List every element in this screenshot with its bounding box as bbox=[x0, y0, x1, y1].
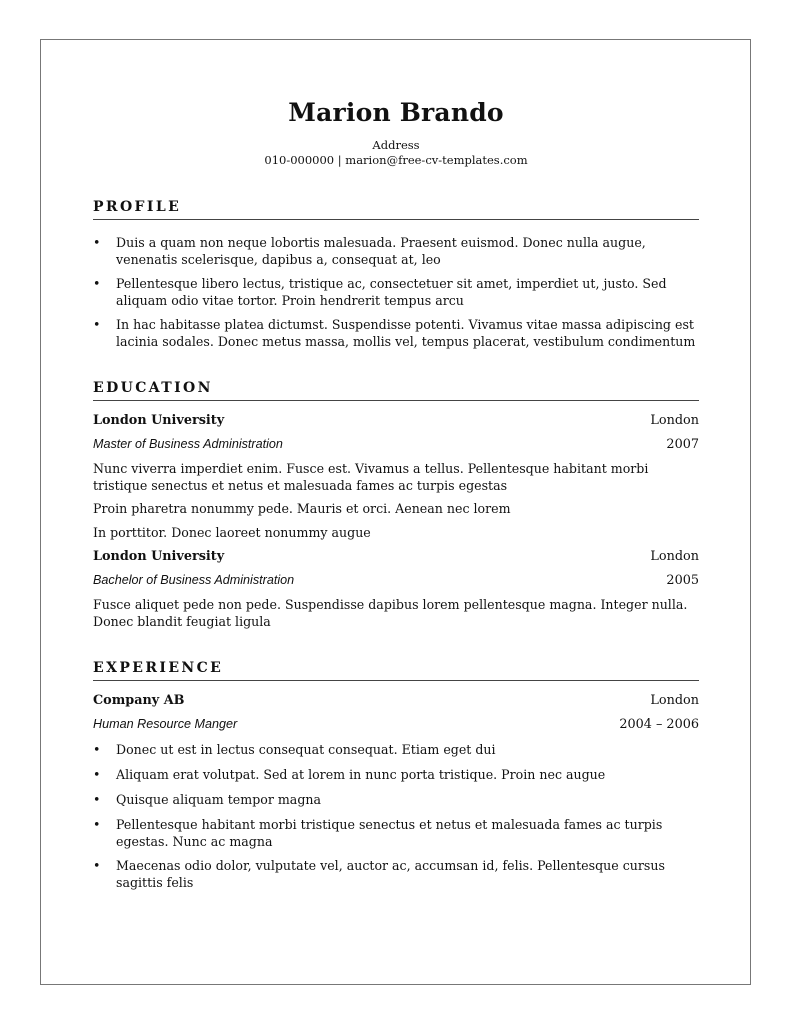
experience-entry-header bbox=[93, 692, 699, 709]
school-name: London University bbox=[93, 549, 225, 564]
education-entry-1-degree-row bbox=[93, 436, 699, 453]
education-description: Nunc viverra imperdiet enim. Fusce est. Vivamus a tellus. Pellentesque habitant morbi tristique senectus et netus et malesuada fames ac turpis egestas bbox=[93, 461, 649, 493]
profile-bullet: • In hac habitasse platea dictumst. Suspendisse potenti. Vivamus vitae massa adipiscing est lacinia sodales. Donec metus massa, mollis vel, tempus placerat, vestibulum condimentum bbox=[93, 316, 699, 350]
job-title: Human Resource Manger bbox=[93, 717, 238, 731]
profile-bullet: • Pellentesque libero lectus, tristique ac, consectetuer sit amet, imperdiet ut, justo. Sed aliquam odio vitae tortor. Proin hendrerit tempus arcu bbox=[93, 275, 699, 309]
experience-bullet: • Donec ut est in lectus consequat consequat. Etiam eget dui bbox=[93, 741, 699, 758]
degree-year: 2007 bbox=[666, 437, 699, 452]
profile-list bbox=[93, 234, 699, 350]
education-entry-2-degree-row bbox=[93, 572, 699, 589]
education-description: Proin pharetra nonummy pede. Mauris et orci. Aenean nec lorem bbox=[93, 501, 511, 516]
education-description: In porttitor. Donec laoreet nonummy augue bbox=[93, 525, 371, 540]
experience-bullet: • Quisque aliquam tempor magna bbox=[93, 791, 699, 808]
education-entry-2-header bbox=[93, 548, 699, 565]
experience-list bbox=[93, 741, 699, 891]
profile-heading: PROFILE bbox=[93, 199, 699, 220]
education-entry-1-header bbox=[93, 412, 699, 429]
degree-year: 2005 bbox=[666, 573, 699, 588]
experience-bullet: • Pellentesque habitant morbi tristique senectus et netus et malesuada fames ac turpis egestas. Nunc ac magna bbox=[93, 816, 699, 850]
resume-contact: 010-000000 | marion@free-cv-templates.com bbox=[264, 153, 528, 167]
job-dates: 2004 – 2006 bbox=[619, 717, 699, 732]
school-name: London University bbox=[93, 413, 225, 428]
education-heading: EDUCATION bbox=[93, 380, 699, 401]
school-location: London bbox=[650, 413, 699, 428]
school-location: London bbox=[650, 549, 699, 564]
degree-title: Bachelor of Business Administration bbox=[93, 573, 295, 587]
experience-bullet: • Aliquam erat volutpat. Sed at lorem in nunc porta tristique. Proin nec augue bbox=[93, 766, 699, 783]
profile-bullet: • Duis a quam non neque lobortis malesuada. Praesent euismod. Donec nulla augue, venenatis scelerisque, dapibus a, consequat at, leo bbox=[93, 234, 699, 268]
experience-entry-title-row bbox=[93, 716, 699, 733]
resume-name: Marion Brando bbox=[288, 98, 504, 127]
experience-bullet: • Maecenas odio dolor, vulputate vel, auctor ac, accumsan id, felis. Pellentesque cursus sagittis felis bbox=[93, 857, 699, 891]
education-description: Fusce aliquet pede non pede. Suspendisse dapibus lorem pellentesque magna. Integer nulla. Donec blandit feugiat ligula bbox=[93, 597, 688, 629]
experience-heading: EXPERIENCE bbox=[93, 660, 699, 681]
resume-address: Address bbox=[372, 138, 420, 152]
company-location: London bbox=[650, 693, 699, 708]
company-name: Company AB bbox=[93, 693, 185, 708]
degree-title: Master of Business Administration bbox=[93, 437, 283, 451]
